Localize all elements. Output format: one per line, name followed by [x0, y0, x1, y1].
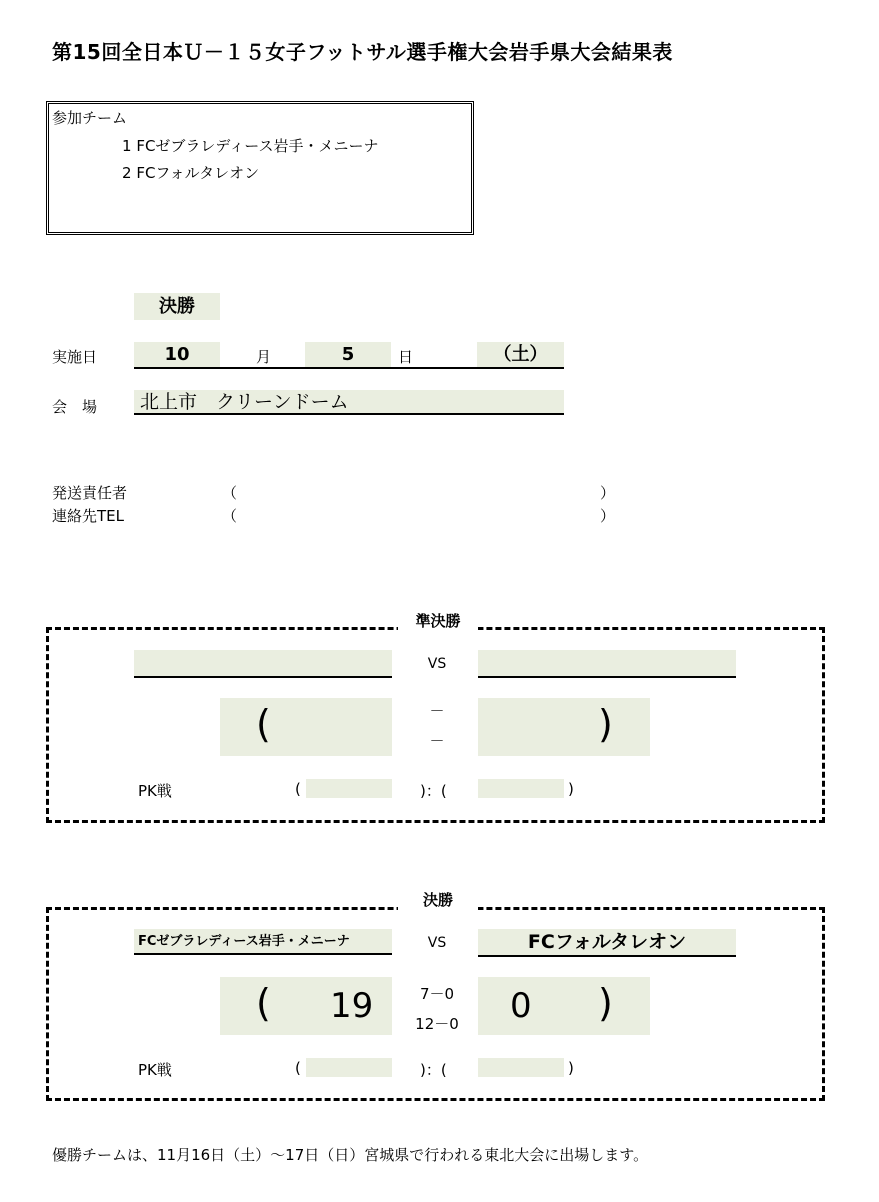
- date-day: 5: [305, 342, 391, 367]
- final-badge: 決勝: [134, 293, 220, 320]
- final-score-right-box: [478, 977, 650, 1035]
- final-team-left: FCゼブラレディース岩手・メニーナ: [134, 929, 392, 955]
- date-month: 10: [134, 342, 220, 367]
- date-weekday: （土）: [477, 342, 564, 367]
- team-name: FCフォルタレオン: [136, 164, 260, 182]
- semifinal-half1: －: [429, 702, 445, 720]
- semifinal-half2: －: [429, 732, 445, 750]
- final-pk-open: (: [295, 1059, 301, 1077]
- final-score-left: 19: [330, 986, 374, 1026]
- final-vs: VS: [427, 935, 447, 951]
- team-number: 1: [122, 137, 132, 155]
- venue-value: 北上市 クリーンドーム: [134, 390, 564, 415]
- semifinal-score-left-box: [220, 698, 392, 756]
- final-pk-close: ): [568, 1059, 574, 1077]
- day-unit: 日: [398, 348, 414, 366]
- team-name: FCゼブラレディース岩手・メニーナ: [136, 137, 379, 155]
- participant-team-1: [122, 135, 378, 156]
- semifinal-pk-mid: )：(: [420, 782, 447, 800]
- final-half1: 7－0: [419, 985, 455, 1003]
- date-label: 実施日: [52, 348, 98, 366]
- sender-close-paren: ）: [600, 484, 616, 502]
- tel-label: 連絡先TEL: [52, 507, 124, 525]
- final-pk-mid: )：(: [420, 1061, 447, 1079]
- sender-label: 発送責任者: [52, 484, 128, 502]
- final-pk-label: PK戦: [138, 1061, 172, 1079]
- semifinal-pk-close: ): [568, 780, 574, 798]
- semifinal-open-paren: (: [256, 702, 271, 746]
- semifinal-close-paren: ): [598, 702, 613, 746]
- semifinal-pk-right: [478, 779, 564, 798]
- final-team-right: FCフォルタレオン: [478, 929, 736, 957]
- final-pk-right: [478, 1058, 564, 1077]
- tel-open-paren: （: [222, 507, 238, 525]
- team-number: 2: [122, 164, 132, 182]
- page-title: 第15回全日本Ｕ－１５女子フットサル選手権大会岩手県大会結果表: [52, 40, 673, 64]
- semifinal-pk-open: (: [295, 780, 301, 798]
- sender-open-paren: （: [222, 484, 238, 502]
- final-close-paren: ): [598, 981, 613, 1025]
- month-unit: 月: [256, 348, 272, 366]
- semifinal-vs: VS: [427, 656, 447, 672]
- final-pk-left: [306, 1058, 392, 1077]
- semifinal-team-left: [134, 650, 392, 678]
- semifinal-score-right-box: [478, 698, 650, 756]
- semifinal-team-right: [478, 650, 736, 678]
- venue-label: 会 場: [52, 398, 98, 416]
- semifinal-pk-left: [306, 779, 392, 798]
- semifinal-pk-label: PK戦: [138, 782, 172, 800]
- final-score-right: 0: [510, 986, 532, 1026]
- final-open-paren: (: [256, 981, 271, 1025]
- participant-team-2: [122, 162, 259, 183]
- tel-close-paren: ）: [600, 507, 616, 525]
- footer-note: 優勝チームは、11月16日（土）～17日（日）宮城県で行われる東北大会に出場します。: [52, 1146, 649, 1164]
- semifinal-title: 準決勝: [398, 610, 478, 631]
- final-title: 決勝: [398, 889, 478, 910]
- final-half2: 12－0: [415, 1015, 459, 1033]
- participants-label: 参加チーム: [52, 109, 128, 127]
